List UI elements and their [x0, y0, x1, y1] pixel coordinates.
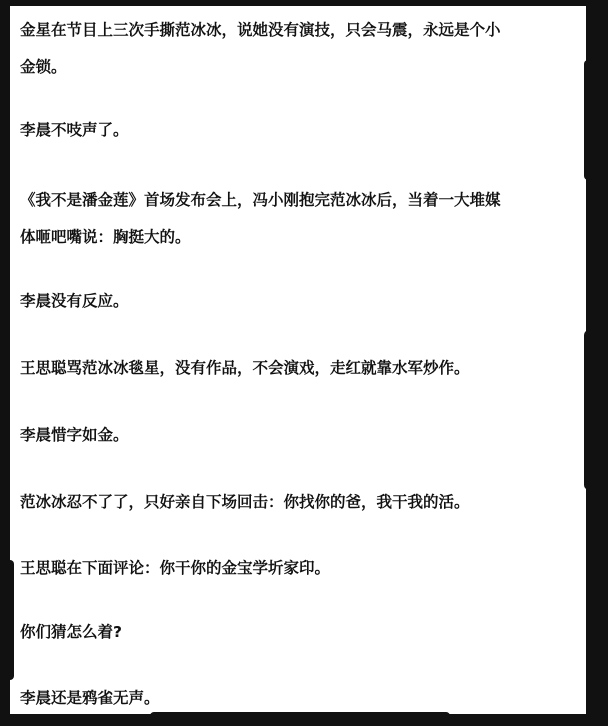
text-line: 范冰冰忍不了了，只好亲自下场回击：你找你的爸，我干我的活。	[20, 493, 470, 511]
paragraph-10	[20, 680, 594, 712]
text-line: 王思聪在下面评论：你干你的金宝学圻家印。	[20, 559, 331, 577]
paragraph-1	[20, 12, 594, 86]
paragraph-5	[20, 350, 594, 387]
paragraph-4	[20, 283, 594, 320]
text-line: 李晨没有反应。	[20, 292, 129, 310]
text-line: 李晨惜字如金。	[20, 426, 129, 444]
paragraph-6	[20, 417, 594, 454]
frame-brush-stroke	[6, 560, 14, 680]
frame-brush-stroke	[150, 712, 450, 720]
text-line: 金锁。	[20, 58, 67, 76]
paragraph-2	[20, 112, 594, 149]
text-line: 你们猜怎么着?	[20, 623, 122, 641]
paragraph-7	[20, 484, 594, 521]
paragraph-8	[20, 550, 594, 587]
text-line: 金星在节目上三次手撕范冰冰，说她没有演技，只会马震，永远是个小	[20, 21, 501, 39]
paragraph-9	[20, 614, 594, 651]
text-line: 体咂吧嘴说：胸挺大的。	[20, 228, 191, 246]
text-line: 李晨还是鸦雀无声。	[20, 689, 160, 707]
text-line: 《我不是潘金莲》首场发布会上，冯小刚抱完范冰冰后，当着一大堆媒	[20, 191, 501, 209]
article-body	[20, 12, 594, 712]
text-line: 李晨不吱声了。	[20, 121, 129, 139]
text-line: 王思聪骂范冰冰毯星，没有作品，不会演戏，走红就靠水军炒作。	[20, 359, 470, 377]
paragraph-3	[20, 182, 594, 256]
